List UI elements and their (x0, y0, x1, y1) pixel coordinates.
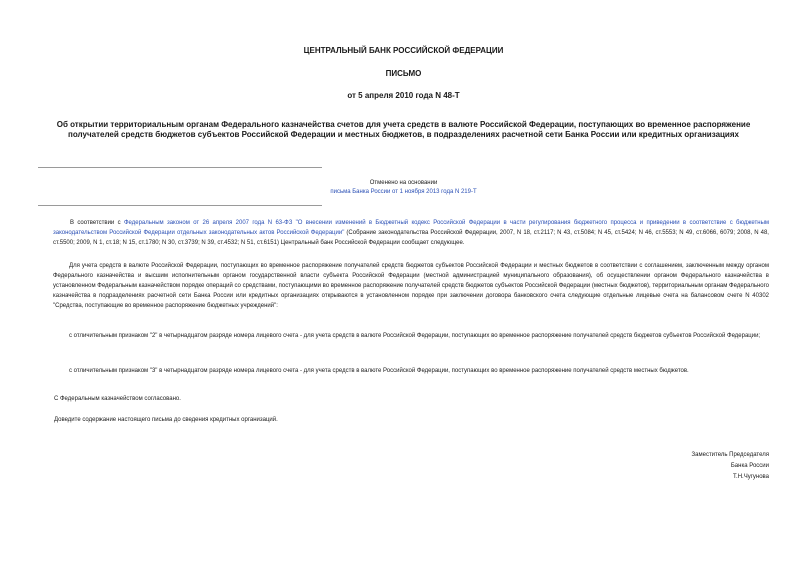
document-page (38, 0, 769, 571)
signatory-name: Т.Н.Чугунова (733, 474, 769, 480)
cancellation-link[interactable]: письма Банка России от 1 ноября 2013 года N 219-Т (330, 189, 477, 195)
document-subject: Об открытии территориальным органам Федерального казначейства счетов для учета средств в валюте Российской Федерации, поступающих во временное распоряжение получателей средств бюджетов субъектов Российской Федерации и местных бюджетов, в подразделениях расчетной сети Банка России или кредитных организациях (56, 120, 751, 139)
paragraph-agreed (54, 394, 770, 404)
paragraph-text: с отличительным признаком "3" в четырнадцатом разряде номера лицевого счета - для учета средств в валюте Российской Федерации, поступающих во временное распоряжение получателей средств местных бюджетов. (69, 368, 689, 374)
signatory-position: Заместитель Председателя (691, 452, 769, 458)
paragraph-sign-2 (53, 331, 769, 341)
paragraph-legal-basis (53, 218, 769, 248)
signatory-organization: Банка России (730, 463, 769, 469)
signature-block (692, 450, 769, 483)
paragraph-inform (54, 415, 770, 425)
document-date-number: от 5 апреля 2010 года N 48-Т (347, 91, 460, 100)
paragraph-text: Доведите содержание настоящего письма до сведения кредитных организаций. (54, 417, 278, 423)
paragraph-text: В соответствии с (70, 220, 124, 226)
cancellation-note (38, 179, 769, 197)
document-type: ПИСЬМО (385, 69, 422, 78)
divider-bottom (38, 205, 322, 206)
paragraph-text: Для учета средств в валюте Российской Федерации, поступающих во временное распоряжение получателей средств бюджетов субъектов Российской Федерации и местных бюджетов в соответствии с соглашением, заключенным между органом Федерального казначейства и высшим исполнительным органом государственной власти субъекта Российской Федерации (местной администрацией муниципального образования), об осуществлении органом Федерального казначейства в установленном Федеральным казначейством порядке операций со средствами, поступающими во временное распоряжение получателей средств бюджетов субъектов Российской Федерации (местных бюджетов), территориальным органам Федерального казначейства в подразделениях расчетной сети Банка России или кредитных организациях открываются в установленном порядке при заключении договора банковского счета следующие отдельные лицевые счета на балансовом счете N 40302 "Средства, поступающие во временное распоряжение бюджетных учреждений": (53, 263, 769, 309)
paragraph-text: (Собрание законодательства Российской Федерации, 2007, N 18, ст.2117; N 43, ст.5084; N 45, ст.5424; N 46, ст.5553; N 49, ст.6066, 6079; 2008, N 48, ст.5500; 2009, N 1, ст.18; N 15, ст.1780; N 30, ст.3739; N 39, ст.4532; N 51, ст.6151) Центральный банк Российской Федерации сообщает следующее. (53, 230, 769, 246)
paragraph-accounts (53, 261, 769, 311)
cancellation-text: Отменено на основании (369, 180, 438, 186)
federal-law-link[interactable]: Федеральным законом от 26 апреля 2007 года N 63-ФЗ "О внесении изменений в Бюджетный кодекс Российской Федерации в части регулирования бюджетного процесса и приведении в соответствие с бюджетным законодательством Российской Федерации отдельных законодательных актов Российской Федерации" (53, 220, 770, 236)
paragraph-sign-3 (53, 366, 769, 376)
paragraph-text: С Федеральным казначейством согласовано. (54, 396, 181, 402)
issuing-authority: ЦЕНТРАЛЬНЫЙ БАНК РОССИЙСКОЙ ФЕДЕРАЦИИ (303, 46, 504, 55)
divider-top (38, 167, 322, 168)
paragraph-text: с отличительным признаком "2" в четырнадцатом разряде номера лицевого счета - для учета средств в валюте Российской Федерации, поступающих во временное распоряжение получателей средств бюджетов субъектов Российской Федерации; (69, 333, 761, 339)
